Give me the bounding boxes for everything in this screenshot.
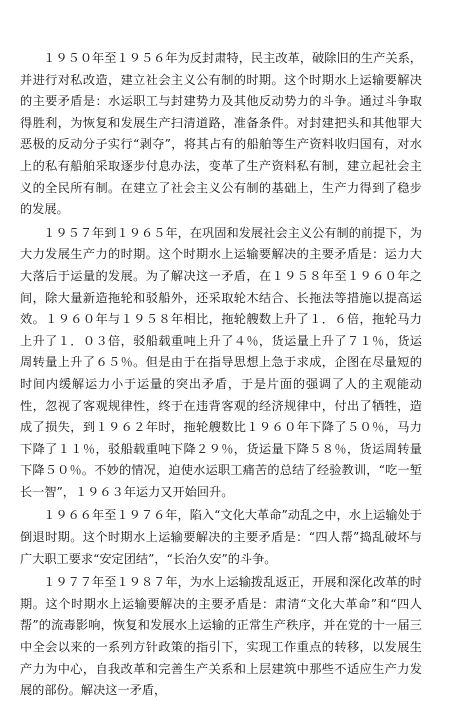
document-page xyxy=(20,48,422,702)
paragraph-1957-1965: １９５７年到１９６５年，在巩固和发展社会主义公有制的前提下，为大力发展生产力的时期。这个时期水上运输要解决的主要矛盾是：运力大大落后于运量的发展。为了解决这一矛盾，在１９５８年至１９６０年之间，除大量新造拖轮和驳船外，还采取轮木结合、长拖法等措施以提高运效。１９６０年与１９５８年相比，拖轮艘数上升了１．６倍，拖轮马力上升了１．０３倍，驳船载重吨上升了４％，货运量上升了７１％，货运周转量上升了６５％。但是由于在指导思想上急于求成，企图在尽量短的时间内缓解运力小于运量的突出矛盾，于是片面的强调了人的主观能动性，忽视了客观规律性，终于在违背客观的经济规律中，付出了牺牲，造成了损失，到１９６２年时，拖轮艘数比１９６０年下降了５０％，马力下降了１１％，驳船载重吨下降２９％，货运量下降５８％，货运周转量下降５０％。不妙的情况，迫使水运职工痛苦的总结了经验教训，“吃一堑长一智”，１９６３年运力又开始回升。 xyxy=(20,225,422,499)
paragraph-1966-1976: １９６６年至１９７６年，陷入“文化大革命”动乱之中，水上运输处于倒退时期。这个时期水上运输要解决的主要矛盾是：“四人帮”捣乱破坏与广大职工要求“安定团结”，“长治久安”的斗争。 xyxy=(20,508,422,566)
paragraph-1977-1987: １９７７年至１９８７年，为水上运输拨乱返正，开展和深化改革的时期。这个时期水上运输要解决的主要矛盾是：肃清“文化大革命”和“四人帮”的流毒影响，恢复和发展水上运输的正常生产秩序，并在党的十一届三中全会以来的一系列方针政策的指引下，实现工作重点的转移，以发展生产力为中心，自我改革和完善生产关系和上层建筑中那些不适应生产力发展的部份。解决这一矛盾， xyxy=(20,575,422,698)
paragraph-1950-1956: １９５０年至１９５６年为反封肃特，民主改革，破除旧的生产关系，并进行对私改造，建立社会主义公有制的时期。这个时期水上运输要解决的主要矛盾是：水运职工与封建势力及其他反动势力的斗争。通过斗争取得胜利，为恢复和发展生产扫清道路，准备条件。对封建把头和其他罪大恶极的反动分子实行“剥夺”，将其占有的船舶等生产资料收归国有，对水上的私有船舶采取逐步付息办法，变革了生产资料私有制，建立起社会主义的全民所有制。在建立了社会主义公有制的基础上，生产力得到了稳步的发展。 xyxy=(20,51,422,217)
